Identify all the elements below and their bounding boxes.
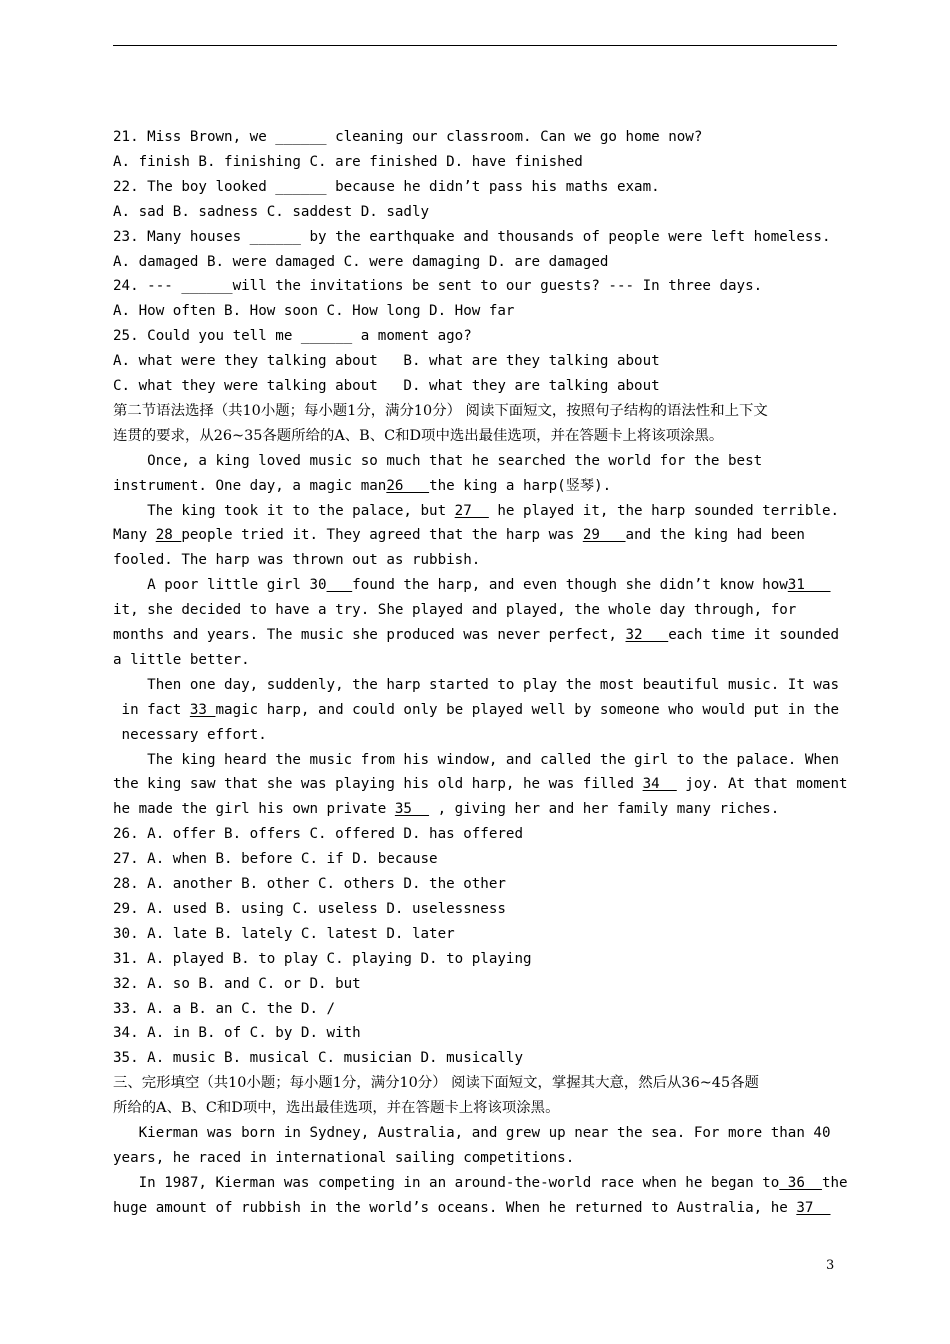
text-line xyxy=(113,925,455,943)
text-run: A poor little girl 30 xyxy=(113,577,327,594)
text-run: Kierman was born in Sydney, Australia, and grew up near the sea. For more than 40 xyxy=(113,1125,831,1141)
text-line xyxy=(113,825,523,843)
text-line xyxy=(113,352,660,370)
text-run: found the harp, and even though she didn’t know how xyxy=(352,577,788,594)
text-line xyxy=(113,228,831,246)
header-rule xyxy=(113,45,837,46)
text-run: , giving her and her family many riches. xyxy=(429,801,780,818)
text-line xyxy=(113,950,532,968)
text-run: 30. A. late B. lately C. latest D. later xyxy=(113,925,455,942)
text-line xyxy=(113,427,723,445)
text-run: 31. A. played B. to play C. playing D. to playing xyxy=(113,950,532,967)
text-run: The king heard the music from his window, and called the girl to the palace. When xyxy=(113,751,840,768)
text-run: 26. A. offer B. offers C. offered D. has offered xyxy=(113,826,523,843)
text-run: and the king had been xyxy=(625,527,805,544)
blank-number: 35 xyxy=(394,801,430,818)
text-line xyxy=(113,477,611,495)
blank-number: 26 xyxy=(386,477,430,494)
text-run: 22. The boy looked ______ because he didn’t pass his maths exam. xyxy=(113,178,660,195)
text-run: 25. Could you tell me ______ a moment ago? xyxy=(113,328,472,345)
text-run: 34. A. in B. of C. by D. with xyxy=(113,1025,361,1042)
blank-number: 27 xyxy=(454,502,489,519)
text-run: A. what were they talking about B. what are they talking about xyxy=(113,353,660,370)
text-line xyxy=(113,1000,335,1018)
text-run: 三、完形填空（共10小题；每小题1分，满分10分） 阅读下面短文，掌握其大意，然后从36~45各题 xyxy=(113,1075,759,1092)
blank-number: 37 xyxy=(796,1199,831,1216)
text-line xyxy=(113,900,506,918)
text-run: Then one day, suddenly, the harp started to play the most beautiful music. It was xyxy=(113,676,840,693)
blank-number: 33 xyxy=(189,701,216,718)
blank-number: 28 xyxy=(155,527,182,544)
text-run: In 1987, Kierman was competing in an around-the-world race when he began to xyxy=(113,1174,780,1191)
text-run: each time it sounded xyxy=(668,627,840,643)
text-line xyxy=(113,302,514,320)
text-line xyxy=(113,1074,759,1092)
text-run: A. finish B. finishing C. are finished D. have finished xyxy=(113,153,583,170)
text-line xyxy=(113,502,839,520)
blank-number: 29 xyxy=(582,527,626,544)
text-run: a little better. xyxy=(113,651,250,668)
text-line xyxy=(113,676,839,694)
text-run: he made the girl his own private xyxy=(113,801,395,818)
text-run: A. How often B. How soon C. How long D. How far xyxy=(113,303,515,320)
text-run: joy. At that moment xyxy=(676,776,848,793)
text-run: A. damaged B. were damaged C. were damaging D. are damaged xyxy=(113,253,609,270)
text-run: he played it, the harp sounded terrible. xyxy=(488,502,840,519)
text-run: 33. A. a B. an C. the D. / xyxy=(113,1000,336,1017)
text-line xyxy=(113,751,839,769)
text-run: the king saw that she was playing his old harp, he was filled xyxy=(113,776,643,793)
text-line xyxy=(113,701,839,719)
text-line xyxy=(113,452,762,470)
text-run: 35. A. music B. musical C. musician D. musically xyxy=(113,1050,523,1067)
text-run: 27. A. when B. before C. if D. because xyxy=(113,851,438,868)
text-line xyxy=(113,402,768,420)
text-line xyxy=(113,775,848,793)
text-run: the xyxy=(821,1174,848,1191)
text-run: 24. --- ______will the invitations be sent to our guests? --- In three days. xyxy=(113,278,763,295)
text-run: 29. A. used B. using C. useless D. uselessness xyxy=(113,900,506,917)
text-line xyxy=(113,526,805,544)
text-run: the king a harp(竖琴). xyxy=(429,477,612,494)
text-run: A. sad B. sadness C. saddest D. sadly xyxy=(113,203,430,220)
text-line xyxy=(113,1149,574,1167)
text-line xyxy=(113,726,267,744)
text-line xyxy=(113,277,762,295)
text-run: The king took it to the palace, but xyxy=(113,502,455,519)
text-run: people tried it. They agreed that the harp was xyxy=(181,527,583,544)
text-line xyxy=(113,1199,831,1217)
text-line xyxy=(113,1099,559,1117)
text-run: 所给的A、B、C和D项中，选出最佳选项，并在答题卡上将该项涂黑。 xyxy=(113,1100,560,1117)
text-run: 28. A. another B. other C. others D. the other xyxy=(113,876,506,892)
text-run: years, he raced in international sailing competitions. xyxy=(113,1149,575,1166)
text-line xyxy=(113,203,429,221)
page-number: 3 xyxy=(826,1258,835,1273)
text-line xyxy=(113,975,361,993)
text-run: Once, a king loved music so much that he searched the world for the best xyxy=(113,452,763,469)
blank-number xyxy=(327,577,353,593)
text-line xyxy=(113,626,839,644)
text-line xyxy=(113,178,660,196)
text-run: Many xyxy=(113,527,156,544)
text-line xyxy=(113,601,796,619)
text-line xyxy=(113,1024,361,1042)
text-line xyxy=(113,800,779,818)
text-run: necessary effort. xyxy=(113,726,267,743)
text-run: fooled. The harp was thrown out as rubbish. xyxy=(113,552,481,569)
text-run: 32. A. so B. and C. or D. but xyxy=(113,975,361,992)
text-run: magic harp, and could only be played well by someone who would put in the xyxy=(215,701,840,718)
text-line xyxy=(113,253,608,271)
blank-number: 31 xyxy=(787,577,831,594)
text-run: 23. Many houses ______ by the earthquake and thousands of people were left homeless. xyxy=(113,228,831,245)
text-line xyxy=(113,875,506,893)
text-line xyxy=(113,551,480,569)
blank-number: 32 xyxy=(625,627,669,643)
text-run: 连贯的要求，从26~35各题所给的A、B、C和D项中选出最佳选项，并在答题卡上将该项涂黑。 xyxy=(113,427,724,444)
text-run: huge amount of rubbish in the world’s oceans. When he returned to Australia, he xyxy=(113,1199,797,1216)
text-line xyxy=(113,576,831,594)
text-run: 21. Miss Brown, we ______ cleaning our classroom. Can we go home now? xyxy=(113,129,703,145)
text-line xyxy=(113,1124,831,1142)
text-run: C. what they were talking about D. what they are talking about xyxy=(113,378,660,394)
text-run: 第二节语法选择（共10小题；每小题1分，满分10分） 阅读下面短文，按照句子结构的语法性和上下文 xyxy=(113,402,768,419)
blank-number: 36 xyxy=(779,1174,822,1191)
blank-number: 34 xyxy=(642,776,677,793)
text-line xyxy=(113,128,702,146)
text-line xyxy=(113,1049,523,1067)
text-run: months and years. The music she produced was never perfect, xyxy=(113,627,626,643)
text-run: it, she decided to have a try. She played and played, the whole day through, for xyxy=(113,602,797,619)
text-line xyxy=(113,651,250,669)
text-line xyxy=(113,1174,848,1192)
text-line xyxy=(113,377,660,395)
text-run: instrument. One day, a magic man xyxy=(113,477,387,494)
text-line xyxy=(113,327,472,345)
text-run: in fact xyxy=(113,701,190,718)
text-line xyxy=(113,153,583,171)
text-line xyxy=(113,850,438,868)
